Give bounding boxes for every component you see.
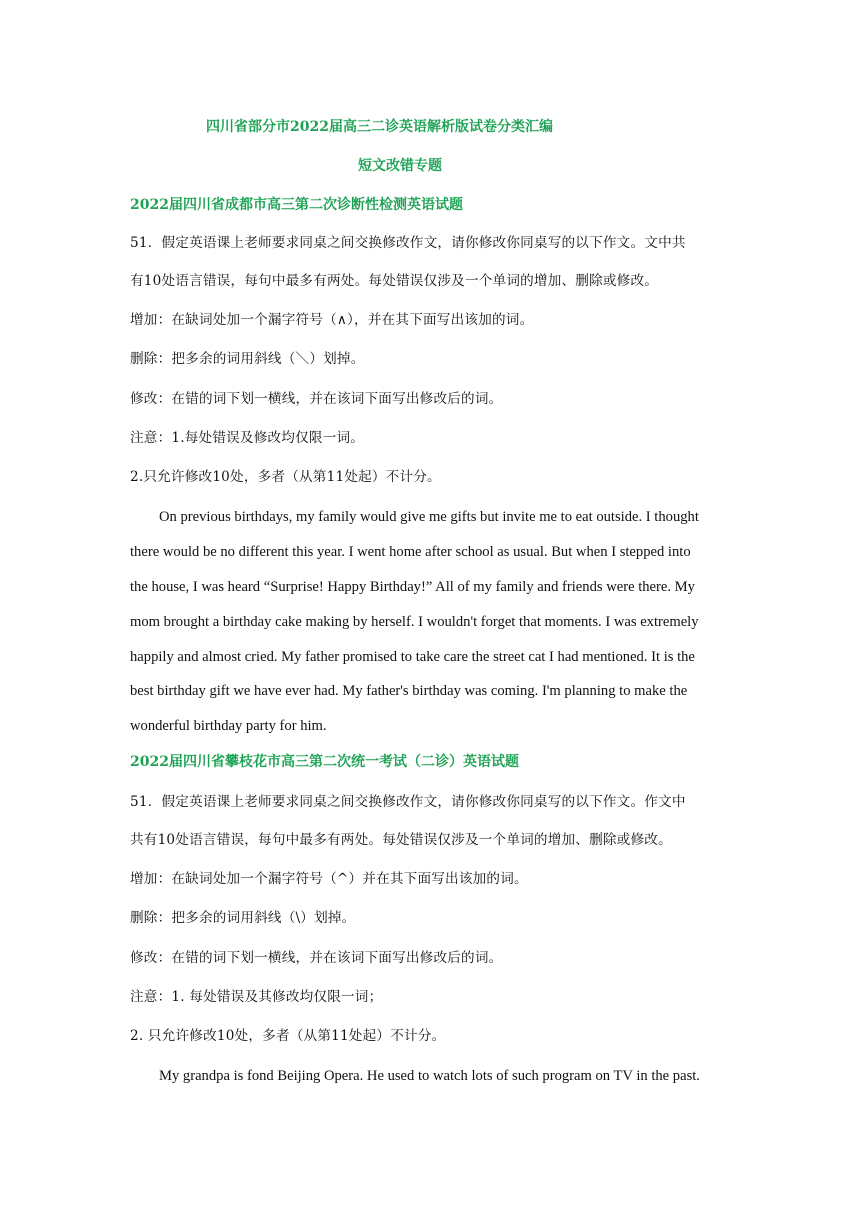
passage-line: wonderful birthday party for him. [130, 718, 327, 734]
instruction-line: 注意：1.每处错误及修改均仅限一词。 [130, 430, 365, 446]
instruction-line: 51．假定英语课上老师要求同桌之间交换修改作文，请你修改你同桌写的以下作文。作文中 [130, 794, 686, 810]
passage-line: best birthday gift we have ever had. My father's birthday was coming. I'm planning to make the [130, 683, 688, 699]
instruction-line: 共有10处语言错误，每句中最多有两处。每处错误仅涉及一个单词的增加、删除或修改。 [130, 832, 672, 848]
passage-line: mom brought a birthday cake making by herself. I wouldn't forget that moments. I was extremely [130, 614, 699, 630]
passage-line: On previous birthdays, my family would give me gifts but invite me to eat outside. I thought [159, 509, 699, 525]
passage-line: happily and almost cried. My father promised to take care the street cat I had mentioned. It is the [130, 649, 695, 665]
instruction-line: 51．假定英语课上老师要求同桌之间交换修改作文，请你修改你同桌写的以下作文。文中共 [130, 235, 686, 251]
passage-line: the house, I was heard “Surprise! Happy Birthday!” All of my family and friends were there. My [130, 579, 695, 595]
section-heading-chengdu: 2022届四川省成都市高三第二次诊断性检测英语试题 [130, 197, 463, 213]
instruction-line: 注意：1. 每处错误及其修改均仅限一词； [130, 989, 383, 1005]
instruction-line: 增加：在缺词处加一个漏字符号（^）并在其下面写出该加的词。 [130, 871, 528, 887]
instruction-line: 修改：在错的词下划一横线，并在该词下面写出修改后的词。 [130, 950, 503, 966]
instruction-line: 删除：把多余的词用斜线（\）划掉。 [130, 910, 356, 926]
instruction-line: 2.只允许修改10处，多者（从第11处起）不计分。 [130, 469, 441, 485]
instruction-line: 修改：在错的词下划一横线，并在该词下面写出修改后的词。 [130, 391, 503, 407]
instruction-line: 有10处语言错误，每句中最多有两处。每处错误仅涉及一个单词的增加、删除或修改。 [130, 273, 659, 289]
passage-line: My grandpa is fond Beijing Opera. He used to watch lots of such program on TV in the past. [159, 1068, 700, 1084]
instruction-line: 2. 只允许修改10处，多者（从第11处起）不计分。 [130, 1028, 446, 1044]
section-heading-panzhihua: 2022届四川省攀枝花市高三第二次统一考试（二诊）英语试题 [130, 754, 519, 770]
instruction-line: 删除：把多余的词用斜线（＼）划掉。 [130, 351, 365, 367]
document-subtitle: 短文改错专题 [358, 158, 442, 174]
document-title: 四川省部分市2022届高三二诊英语解析版试卷分类汇编 [206, 119, 553, 135]
instruction-line: 增加：在缺词处加一个漏字符号（∧），并在其下面写出该加的词。 [130, 312, 534, 328]
passage-line: there would be no different this year. I went home after school as usual. But when I stepped into [130, 544, 691, 560]
